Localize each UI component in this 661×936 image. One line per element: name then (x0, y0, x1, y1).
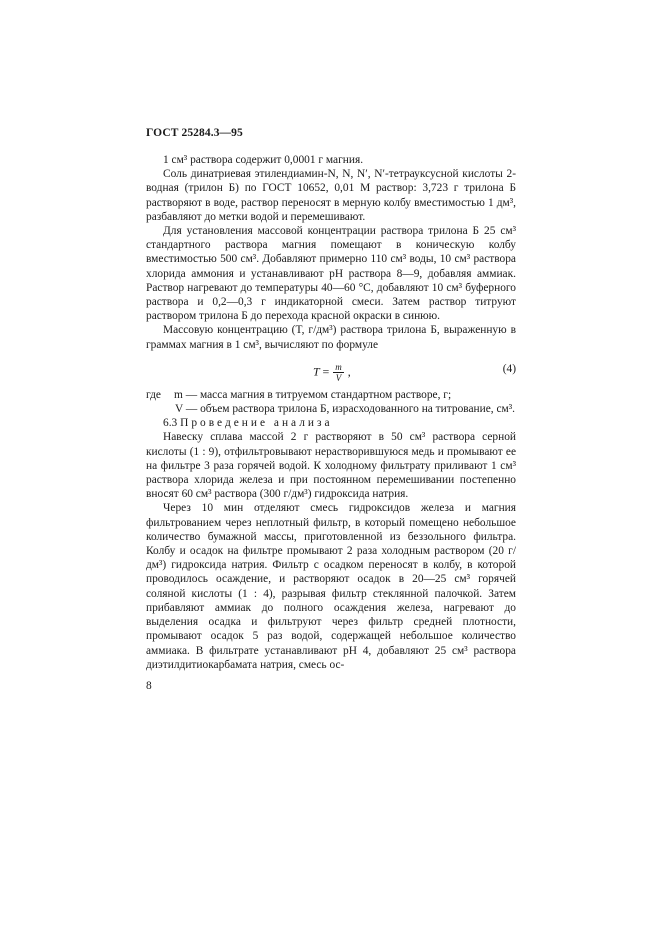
document-header: ГОСТ 25284.3—95 (146, 127, 243, 139)
document-body (146, 153, 516, 672)
paragraph: Соль динатриевая этилендиамин-N, N, N′, N′-тетрауксусной кислоты 2-водная (трилон Б) по ГОСТ 10652, 0,01 М раствор: 3,723 г трилона Б растворяют в воде, раствор переносят в мерную колбу вместимостью 1 дм³, разбавляют до метки водой и перемешивают. (146, 168, 516, 223)
section-heading (146, 416, 516, 430)
where-v-definition: V — объем раствора трилона Б, израсходованного на титрование, см³. (175, 403, 516, 416)
formula-expression (313, 362, 351, 383)
paragraph: Навеску сплава массой 2 г растворяют в 50 см³ раствора серной кислоты (1 : 9), отфильтровывают нерастворившуюся медь и промывают ее на фильтре 3 раза горячей водой. К холодному фильтрату приливают 1 см³ раствора хлорида железа и при постоянном перемешивании постепенно вносят 60 см³ раствора (300 г/дм³) гидроксида натрия. (146, 431, 516, 501)
paragraph: 1 см³ раствора содержит 0,0001 г магния. (163, 154, 364, 166)
formula-number: (4) (502, 362, 516, 375)
where-label: где (146, 388, 161, 401)
formula-fraction (333, 362, 344, 383)
formula-numerator: m (335, 361, 342, 372)
paragraph: Массовую концентрацию (T, г/дм³) раствора трилона Б, выраженную в граммах магния в 1 см³, вычисляют по формуле (146, 324, 516, 351)
formula-equals: = (322, 364, 330, 379)
page-number: 8 (146, 680, 152, 692)
formula-lhs: T (313, 364, 320, 379)
section-title: Проведение анализа (180, 417, 333, 430)
formula-trailing: , (347, 364, 351, 379)
where-block (146, 388, 516, 402)
section-number: 6.3 (163, 417, 178, 430)
formula (146, 354, 516, 388)
paragraph: Для установления массовой концентрации раствора трилона Б 25 см³ стандартного раствора магния помещают в коническую колбу вместимостью 500 см³. Добавляют примерно 110 см³ воды, 10 см³ раствора хлорида аммония и устанавливают pH раствора 8—9, добавляя аммиак. Раствор нагревают до температуры 40—60 °С, добавляют 10 см³ буферного раствора и 0,2—0,3 г индикаторной смеси. Затем раствор титруют раствором трилона Б до перехода красной окраски в синюю. (146, 225, 516, 323)
paragraph: Через 10 мин отделяют смесь гидроксидов железа и магния фильтрованием через неплотный фильтр, в который помещено небольшое количество бумажной массы, приготовленной из беззольного фильтра. Колбу и осадок на фильтре промывают 2 раза холодным раствором (20 г/дм³) гидроксида натрия. Фильтр с осадком переносят в колбу, в которой проводилось осаждение, и растворяют осадок в 20—25 см³ горячей соляной кислоты (1 : 4), разрывая фильтр стеклянной палочкой. Затем прибавляют аммиак до полного осаждения железа, нагревают до выделения осадка и фильтруют через фильтр средней плотности, промывают осадок 5 раз водой, содержащей небольшое количество аммиака. В фильтрате устанавливают pH 4, добавляют 25 см³ раствора диэтилдитиокарбамата натрия, смесь ос- (146, 502, 516, 671)
formula-denominator: V (335, 372, 342, 383)
where-m-definition: m — масса магния в титруемом стандартном растворе, г; (174, 388, 452, 401)
